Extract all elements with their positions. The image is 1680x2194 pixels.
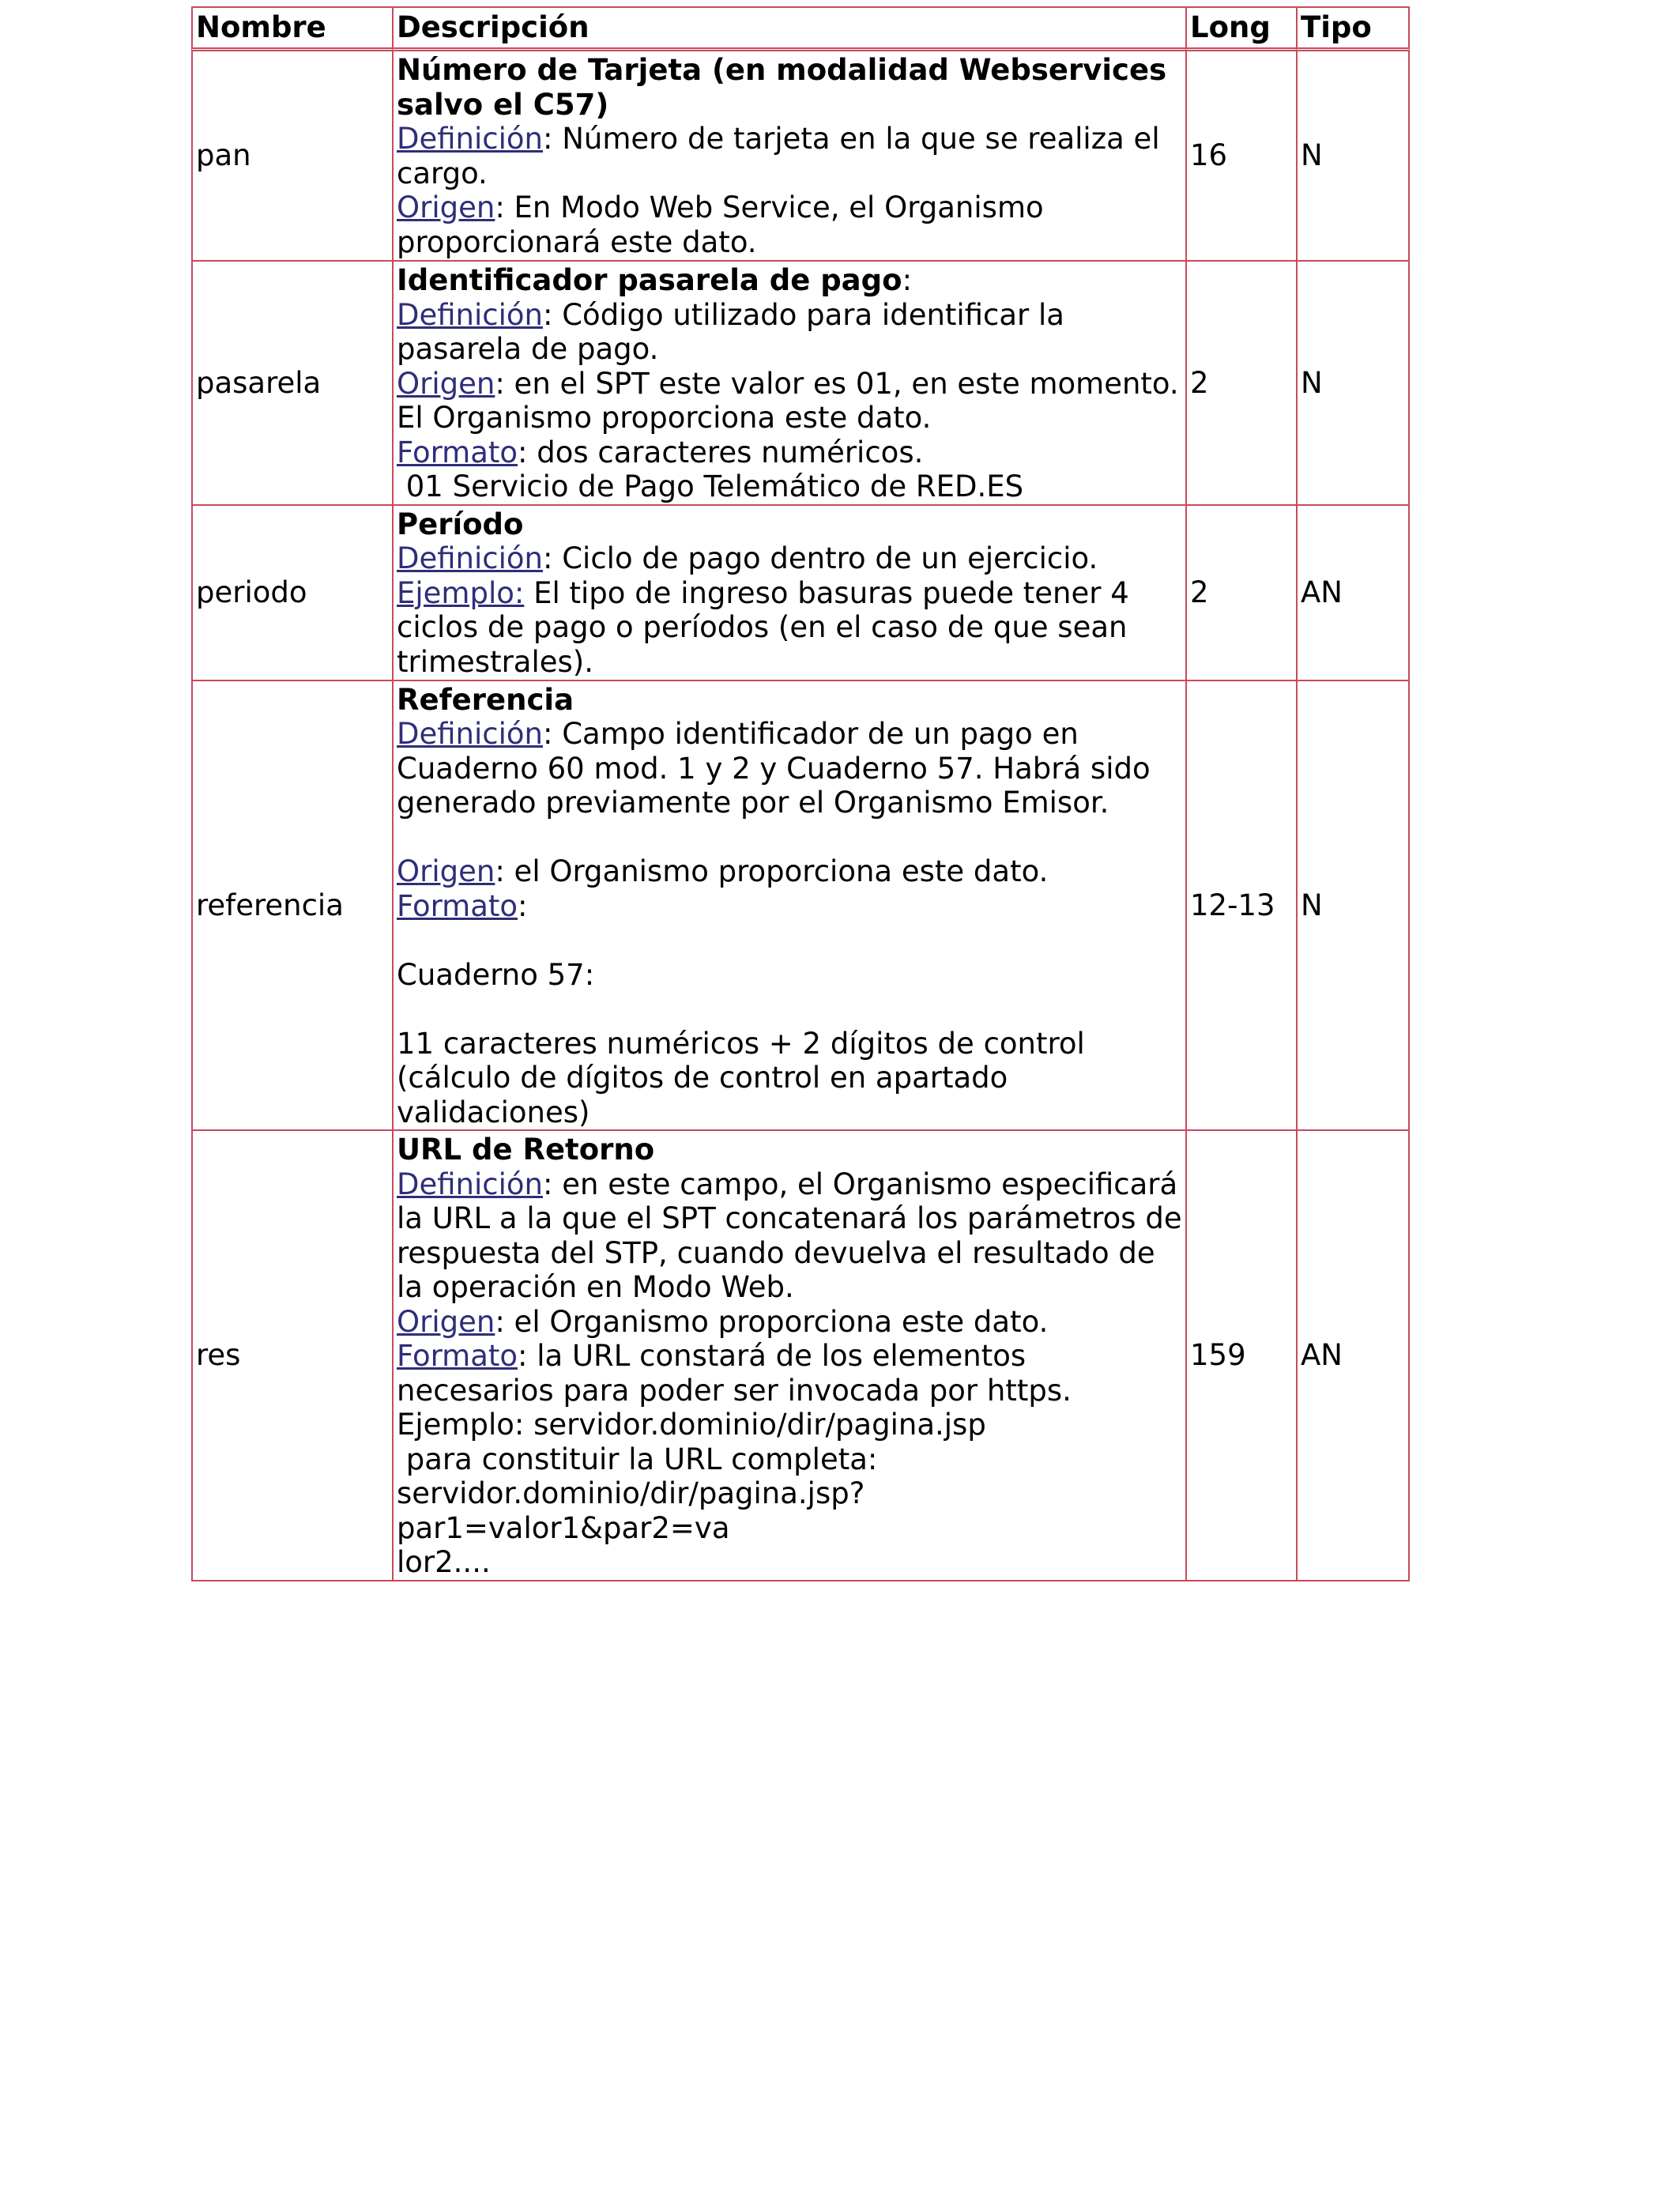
definicion-link[interactable]: Definición — [397, 1167, 543, 1201]
field-name: referencia — [191, 680, 392, 1130]
caracteres-text: 11 caracteres numéricos + 2 dígitos de control (cálculo de dígitos de control en apartado validaciones) — [397, 1026, 1085, 1129]
definicion-text: : Campo identificador de un pago en Cuaderno 60 mod. 1 y 2 y Cuaderno 57. Habrá sido generado previamente por el Organismo Emisor. — [397, 717, 1151, 820]
field-description — [392, 1129, 1185, 1581]
header-descripcion: Descripción — [392, 6, 1185, 51]
definicion-text: : en este campo, el Organismo especificará la URL a la que el SPT concatenará los parámetros de respuesta del STP, cuando devuelva el resultado de la operación en Modo Web. — [397, 1167, 1182, 1304]
formato-text: : dos caracteres numéricos. — [518, 435, 924, 469]
spacer — [397, 820, 1184, 855]
field-title: Identificador pasarela de pago — [397, 263, 902, 297]
spacer — [397, 992, 1184, 1027]
field-long: 159 — [1185, 1129, 1296, 1581]
field-long: 12-13 — [1185, 680, 1296, 1130]
definicion-text: : Ciclo de pago dentro de un ejercicio. — [543, 541, 1098, 575]
field-description — [392, 260, 1185, 504]
definicion-text: : Número de tarjeta en la que se realiza el cargo. — [397, 122, 1160, 190]
definicion-link[interactable]: Definición — [397, 717, 543, 751]
field-long: 2 — [1185, 504, 1296, 680]
formato-text: : — [518, 888, 528, 923]
constituir-text: para constituir la URL completa: — [397, 1442, 878, 1476]
url-line-2: lor2.... — [397, 1545, 491, 1579]
field-name: res — [191, 1129, 392, 1581]
origen-link[interactable]: Origen — [397, 854, 495, 888]
table-row — [191, 260, 1410, 504]
field-tipo: AN — [1296, 504, 1410, 680]
field-tipo: N — [1296, 680, 1410, 1130]
table-row — [191, 680, 1410, 1130]
ejemplo-text: Ejemplo: servidor.dominio/dir/pagina.jsp — [397, 1408, 986, 1442]
field-name: pasarela — [191, 260, 392, 504]
formato-link[interactable]: Formato — [397, 888, 518, 923]
fields-table — [191, 6, 1410, 1581]
origen-text: : el Organismo proporciona este dato. — [495, 1304, 1049, 1339]
url-line-1: servidor.dominio/dir/pagina.jsp?par1=valor1&par2=va — [397, 1476, 865, 1545]
field-tipo: AN — [1296, 1129, 1410, 1581]
origen-text: : en el SPT este valor es 01, en este momento. El Organismo proporciona este dato. — [397, 366, 1179, 435]
header-long: Long — [1185, 6, 1296, 51]
definicion-text: : Código utilizado para identificar la pasarela de pago. — [397, 297, 1064, 366]
table-row — [191, 1129, 1410, 1581]
field-title: URL de Retorno — [397, 1133, 655, 1167]
table-row — [191, 504, 1410, 680]
origen-text: : el Organismo proporciona este dato. — [495, 854, 1049, 888]
field-title: Número de Tarjeta (en modalidad Webservices salvo el C57) — [397, 53, 1167, 122]
definicion-link[interactable]: Definición — [397, 297, 543, 332]
header-nombre: Nombre — [191, 6, 392, 51]
definicion-link[interactable]: Definición — [397, 122, 543, 156]
field-name: periodo — [191, 504, 392, 680]
cuaderno-text: Cuaderno 57: — [397, 957, 595, 992]
ejemplo-text: El tipo de ingreso basuras puede tener 4 ciclos de pago o períodos (en el caso de que sean trimestrales). — [397, 575, 1129, 679]
field-title-suffix: : — [902, 263, 913, 297]
table-header-row — [191, 6, 1410, 51]
formato-link[interactable]: Formato — [397, 435, 518, 469]
origen-link[interactable]: Origen — [397, 366, 495, 401]
definicion-link[interactable]: Definición — [397, 541, 543, 575]
pasarela-value-text: 01 Servicio de Pago Telemático de RED.ES — [397, 469, 1024, 503]
formato-text: : la URL constará de los elementos necesarios para poder ser invocada por https. — [397, 1339, 1072, 1408]
field-tipo: N — [1296, 51, 1410, 260]
field-description — [392, 51, 1185, 260]
field-title: Período — [397, 507, 524, 541]
field-tipo: N — [1296, 260, 1410, 504]
field-description — [392, 504, 1185, 680]
field-description — [392, 680, 1185, 1130]
spacer — [397, 923, 1184, 958]
header-tipo: Tipo — [1296, 6, 1410, 51]
origen-link[interactable]: Origen — [397, 1304, 495, 1339]
table-row — [191, 51, 1410, 260]
field-long: 2 — [1185, 260, 1296, 504]
field-long: 16 — [1185, 51, 1296, 260]
ejemplo-link[interactable]: Ejemplo: — [397, 575, 525, 610]
formato-link[interactable]: Formato — [397, 1339, 518, 1373]
origen-text: : En Modo Web Service, el Organismo proporcionará este dato. — [397, 190, 1044, 259]
field-name: pan — [191, 51, 392, 260]
origen-link[interactable]: Origen — [397, 190, 495, 224]
field-title: Referencia — [397, 682, 574, 717]
